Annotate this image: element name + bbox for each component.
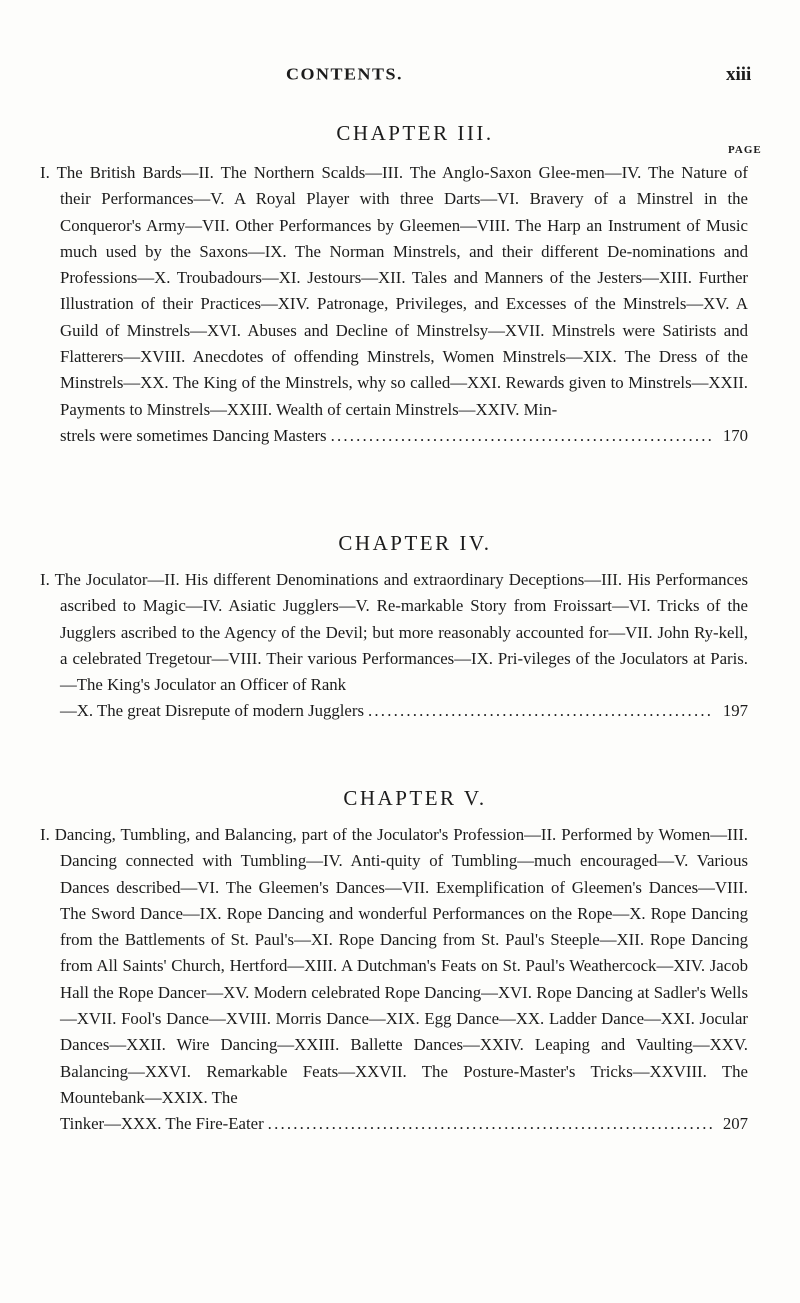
toc-entry-line [60, 423, 748, 449]
running-head [0, 64, 800, 94]
page-number: 170 [722, 425, 748, 445]
dot-leader [331, 423, 714, 449]
dot-leader [368, 698, 714, 724]
toc-entry-line [60, 698, 748, 724]
chapter-heading: CHAPTER III. [336, 121, 494, 145]
chapter-3 [0, 120, 800, 146]
summary-text: I. The British Bards—II. The Northern Scalds—III. The Anglo-Saxon Glee-men—IV. The Nature of their Performances—V. A Royal Player with three Darts—VI. Bravery of a Minstrel in the Conqueror's Army—VII. Other Performances by Gleemen—VIII. The Harp an Instrument of Music much used by the Saxons—IX. The Norman Minstrels, and their different De-nominations and Professions—X. Troubadours—XI. Jestours—XII. Tales and Manners of the Jesters—XIII. Further Illustration of their Practices—XIV. Patronage, Privileges, and Excesses of the Minstrels—XV. A Guild of Minstrels—XVI. Abuses and Decline of Minstrelsy—XVII. Minstrels were Satirists and Flatterers—XVIII. Anecdotes of offending Minstrels, Women Minstrels—XIX. The Dress of the Minstrels—XX. The King of the Minstrels, why so called—XXI. Rewards given to Minstrels—XXII. Payments to Minstrels—XXIII. Wealth of certain Minstrels—XXIV. Min- [40, 163, 748, 419]
chapter-heading: CHAPTER IV. [338, 531, 492, 555]
summary-last-line: Tinker—XXX. The Fire-Eater [60, 1114, 264, 1134]
toc-entry-line [60, 1111, 748, 1137]
chapter-3-summary [40, 160, 748, 449]
summary-text: I. The Joculator—II. His different Denominations and extraordinary Deceptions—III. His Performances ascribed to Magic—IV. Asiatic Jugglers—V. Re-markable Story from Froissart—VI. Tricks of the Jugglers ascribed to the Agency of the Devil; but more reasonably accounted for—VII. John Ry-kell, a celebrated Tregetour—VIII. Their various Performances—IX. Pri-vileges of the Joculators at Paris.—The King's Joculator an Officer of Rank [40, 570, 748, 695]
page-number: 197 [722, 701, 748, 721]
chapter-4 [0, 530, 800, 556]
summary-text: I. Dancing, Tumbling, and Balancing, part of the Joculator's Profession—II. Performed by Women—III. Dancing connected with Tumbling—IV. Anti-quity of Tumbling—much encouraged—V. Various Dances described—VI. The Gleemen's Dances—VII. Exemplification of Gleemen's Dances—VIII. The Sword Dance—IX. Rope Dancing and wonderful Performances on the Rope—X. Rope Dancing from the Battlements of St. Paul's—XI. Rope Dancing from St. Paul's Steeple—XII. Rope Dancing from All Saints' Church, Hertford—XIII. A Dutchman's Feats on St. Paul's Weathercock—XIV. Jacob Hall the Rope Dancer—XV. Modern celebrated Rope Dancing—XVI. Rope Dancing at Sadler's Wells—XVII. Fool's Dance—XVIII. Morris Dance—XIX. Egg Dance—XX. Ladder Dance—XXI. Jocular Dances—XXII. Wire Dancing—XXIII. Ballette Dances—XXIV. Leaping and Vaulting—XXV. Balancing—XXVI. Remarkable Feats—XXVII. The Posture-Master's Tricks—XXVIII. The Mountebank—XXIX. The [40, 825, 748, 1107]
chapter-heading: CHAPTER V. [343, 786, 487, 810]
dot-leader [268, 1111, 714, 1137]
page-number: 207 [722, 1114, 748, 1134]
summary-last-line: strels were sometimes Dancing Masters [60, 425, 327, 445]
chapter-5-summary [40, 822, 748, 1138]
page-column-label: PAGE [728, 144, 762, 156]
chapter-4-summary [40, 567, 748, 725]
chapter-5 [0, 785, 800, 811]
summary-last-line: —X. The great Disrepute of modern Jugglers [60, 701, 365, 721]
page-folio: xiii [726, 64, 752, 85]
running-title: CONTENTS. [286, 64, 404, 84]
